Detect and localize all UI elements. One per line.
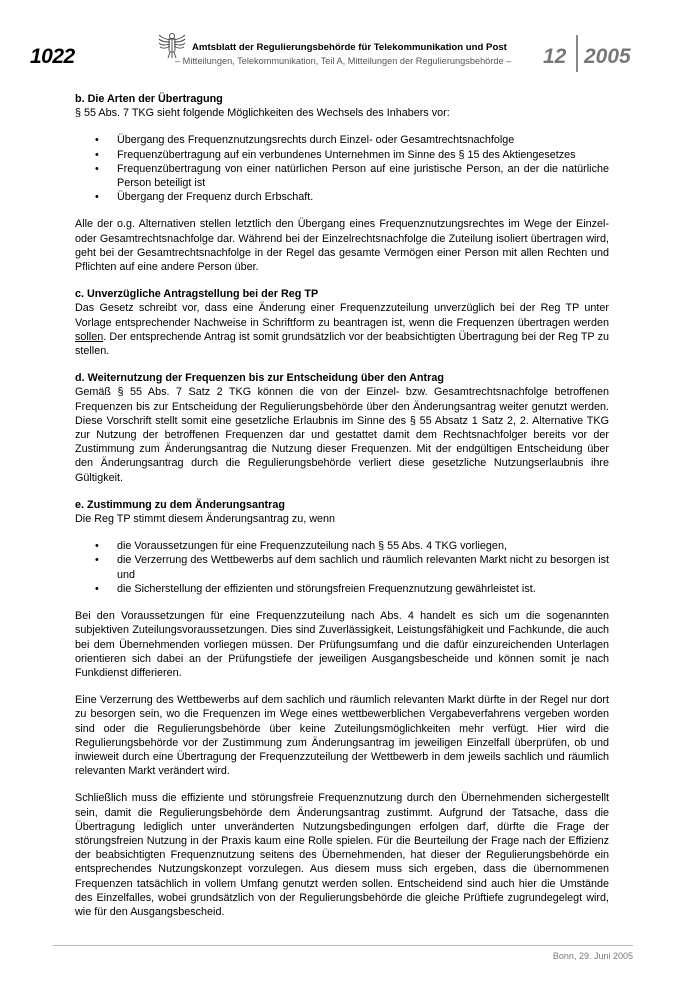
section-e-bullet-list	[75, 539, 609, 596]
page-number: 1022	[30, 45, 75, 68]
issue-divider	[576, 35, 578, 72]
section-b-intro: § 55 Abs. 7 TKG sieht folgende Möglichkeiten des Wechsels des Inhabers vor:	[75, 107, 450, 120]
list-item: • Frequenzübertragung auf ein verbundenes Unternehmen im Sinne des § 15 des Aktiengesetzes	[95, 148, 576, 161]
list-item: • die Verzerrung des Wettbewerbs auf dem sachlich und räumlich relevanten Markt nicht zu besorgen ist und	[95, 554, 609, 581]
section-e-intro: Die Reg TP stimmt diesem Änderungsantrag zu, wenn	[75, 513, 336, 526]
section-d-paragraph: Gemäß § 55 Abs. 7 Satz 2 TKG können die von der Einzel- bzw. Gesamtrechtsnachfolge betroffenen Frequenzen bis zur Entscheidung der Regulierungsbehörde über den Änderungsantrag weiter genutzt werden. Diese Vorschrift stellt somit eine gesetzliche Erlaubnis im Sinne des § 55 Absatz 1 Satz 2, 2. Alternative TKG zur Nutzung der betroffenen Frequenzen dar und gestattet damit dem Rechtsnachfolger bereits vor der Zustimmung zum Änderungsantrag die Nutzung dieser Frequenzen. Mit der endgültigen Entscheidung über den Änderungsantrag durch die Regulierungsbehörde verliert diese gesetzliche Nutzungserlaubnis ihre Gültigkeit.	[75, 386, 609, 484]
section-e-heading: e. Zustimmung zu dem Änderungsantrag	[75, 498, 285, 511]
list-item: • die Sicherstellung der effizienten und störungsfreien Frequenznutzung gewährleistet ist.	[95, 582, 536, 595]
section-c-heading: c. Unverzügliche Antragstellung bei der Reg TP	[75, 288, 319, 301]
footer-date: Bonn, 29. Juni 2005	[552, 951, 633, 961]
bullet-icon: •	[95, 134, 99, 147]
section-e-paragraph-2: Eine Verzerrung des Wettbewerbs auf dem sachlich und räumlich relevanten Markt dürfte in der Regel nur dort zu besorgen sein, wo die Frequenzen im Wege eines wettbewerblichen Vergabeverfahrens vergeben worden sind oder die Regulierungsbehörde über keine Zuteilungsmöglichkeiten mehr verfügt. Hier wird die Regulierungsbehörde vor der Zustimmung zum Änderungsantrag im jeweiligen Einzelfall überprüfen, ob und inwieweit durch eine Übertragung der Frequenzzuteilung der Wettbewerb in dem jeweils sachlich und räumlich relevanten Markt verändert wird.	[75, 694, 609, 778]
section-b-bullet-list	[75, 133, 609, 204]
emphasized-word: sollen	[75, 330, 104, 343]
list-item: • Übergang des Frequenznutzungsrechts durch Einzel- oder Gesamtrechtsnachfolge	[95, 134, 515, 147]
page-header	[0, 0, 700, 80]
list-item: • Frequenzübertragung von einer natürlichen Person auf eine juristische Person, an der die natürliche Person beteiligt ist	[95, 162, 609, 190]
section-e-paragraph-3: Schließlich muss die effiziente und störungsfreie Frequenznutzung durch den Übernehmenden sichergestellt sein, damit die Regulierungsbehörde dem Änderungsantrag zustimmt. Aufgrund der Tatsache, dass die Übertragung lediglich unter unveränderten Nutzungsbedingungen erfolgen darf, dürfte die Frage der störungsfreien Nutzung in der Praxis kaum eine Rolle spielen. Für die Beurteilung der Frage nach der Effizienz der beabsichtigten Frequenznutzung seitens des Übernehmenden, hat dieser der Regulierungsbehörde ein entsprechendes Nutzungskonzept vorzulegen. Aus diesem muss sich ergeben, dass die übernommenen Frequenzen tatsächlich in vollem Umfang genutzt werden sollen. Entscheidend sind auch hier die Umstände des Einzelfalles, wobei grundsätzlich von der Regulierungsbehörde die gleiche Prüftiefe zugrundegelegt wird, wie für den Ausgangsbescheid.	[75, 792, 609, 918]
section-c-paragraph: Das Gesetz schreibt vor, dass eine Änderung einer Frequenzzuteilung unverzüglich bei der Reg TP unter Vorlage entsprechender Nachweise in Schriftform zu beantragen ist, wenn die Frequenzen übertragen werden sollen. Der entsprechende Antrag ist somit grundsätzlich vor der beabsichtigten Übertragung bei der Reg TP zu stellen.	[75, 302, 609, 358]
section-e-paragraph-1: Bei den Voraussetzungen für eine Frequenzzuteilung nach Abs. 4 handelt es sich um die sogenannten subjektiven Zuteilungsvoraussetzungen. Dies sind Zuverlässigkeit, Leistungsfähigkeit und Fachkunde, die auch bei dem Übernehmenden vorliegen müssen. Der Prüfungsumfang und die dafür einzureichenden Unterlagen orientieren sich dabei an der Prüfungstiefe der jeweiligen Ausgangsbescheide und können somit je nach Funkdienst differieren.	[75, 610, 609, 679]
list-item: • Übergang der Frequenz durch Erbschaft.	[95, 191, 314, 204]
gazette-subtitle: – Mitteilungen, Telekommunikation, Teil A, Mitteilungen der Regulierungsbehörde –	[175, 56, 512, 66]
gazette-title: Amtsblatt der Regulierungsbehörde für Telekommunikation und Post	[192, 42, 507, 53]
bullet-icon: •	[95, 582, 99, 595]
section-b-heading: b. Die Arten der Übertragung	[75, 93, 223, 105]
bullet-icon: •	[95, 540, 99, 553]
issue-number: 12	[543, 45, 567, 68]
issue-year: 2005	[584, 45, 631, 68]
document-body	[75, 92, 609, 919]
bullet-icon: •	[95, 554, 99, 567]
section-d-heading: d. Weiternutzung der Frequenzen bis zur Entscheidung über den Antrag	[75, 372, 444, 385]
footer-rule	[53, 945, 633, 946]
bullet-icon: •	[95, 148, 99, 161]
bullet-icon: •	[95, 162, 99, 175]
bullet-icon: •	[95, 191, 99, 204]
list-item: • die Voraussetzungen für eine Frequenzzuteilung nach § 55 Abs. 4 TKG vorliegen,	[95, 540, 507, 553]
section-b-paragraph: Alle der o.g. Alternativen stellen letztlich den Übergang eines Frequenznutzungsrechtes im Wege der Einzel- oder Gesamtrechtsnachfolge dar. Während bei der Einzelrechtsnachfolge die Zuteilung isoliert übertragen wird, geht bei der Gesamtrechtsnachfolge in der Regel das gesamte Vermögen einer Person mit allen Rechten und Pflichten auf eine andere Person über.	[75, 218, 609, 274]
